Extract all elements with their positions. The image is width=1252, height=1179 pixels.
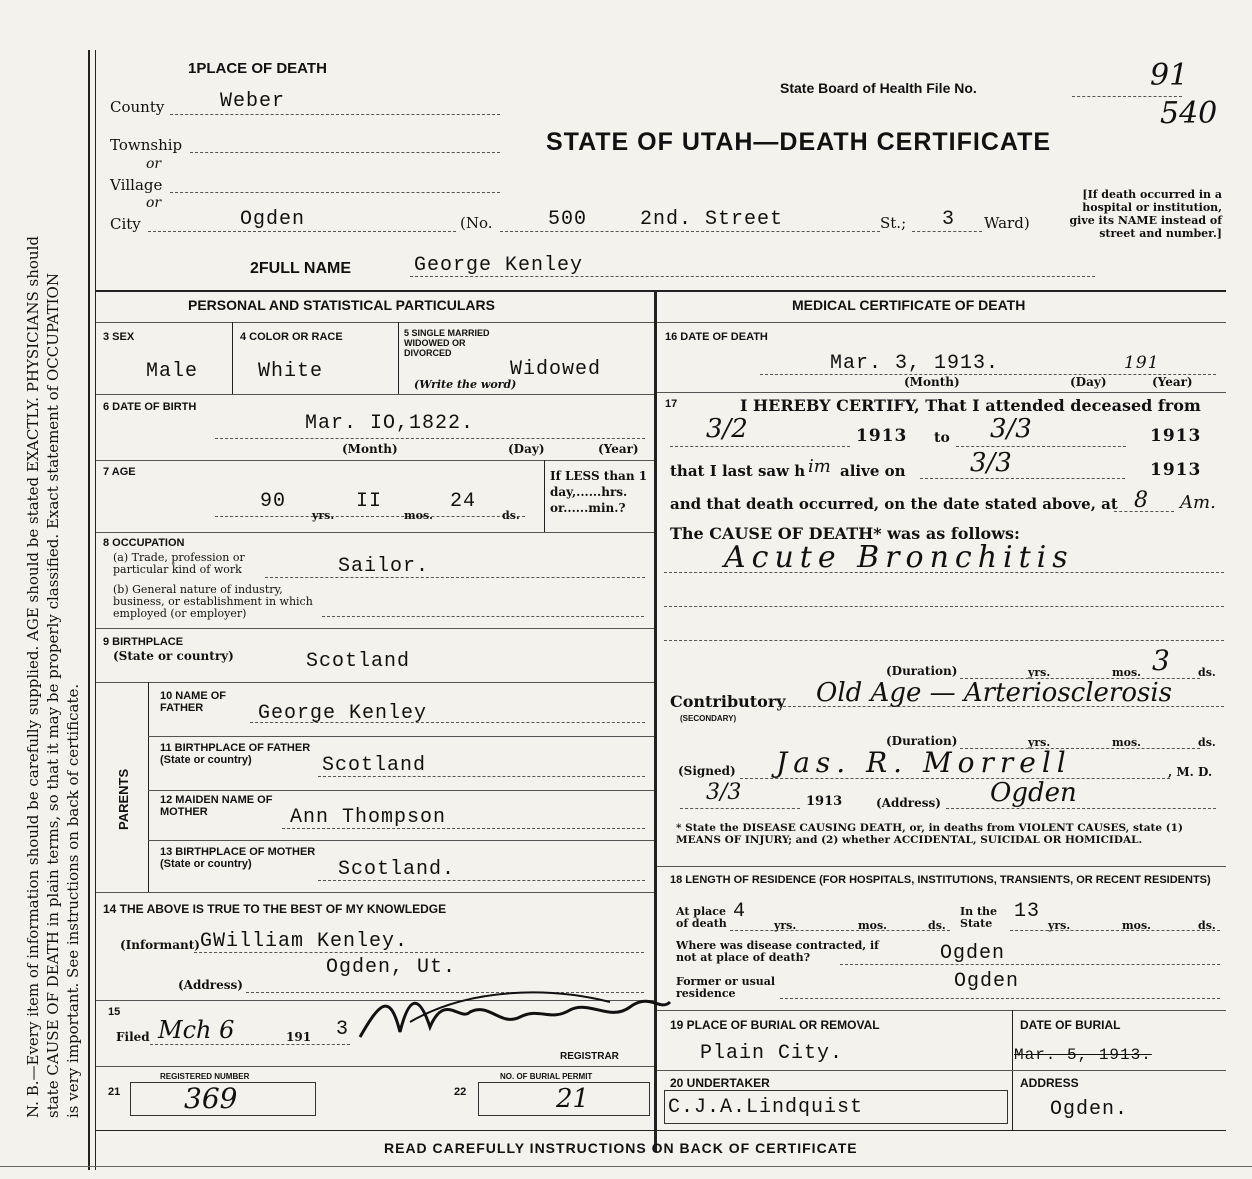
duration-ds-1: ds. <box>1198 666 1216 679</box>
duration-mos-2: mos. <box>1112 736 1141 749</box>
time-value: 8 <box>1134 488 1148 513</box>
sex-label: 3 SEX <box>103 331 135 343</box>
at-place-ds: ds. <box>928 919 946 932</box>
informant-value: GWilliam Kenley. <box>200 930 409 953</box>
st-label: St.; <box>880 214 907 232</box>
city-label: City <box>110 215 141 233</box>
alive-line <box>920 478 1125 479</box>
duration-label-2: (Duration) <box>886 734 958 748</box>
signed-year: 1913 <box>806 794 843 809</box>
former-value: Ogden <box>954 970 1020 993</box>
full-name-value: George Kenley <box>414 254 584 277</box>
contracted-label: Where was disease contracted, if not at place of death? <box>676 939 879 964</box>
row-3-bottom <box>96 394 654 395</box>
dod-value: Mar. 3, 1913. <box>830 352 1000 375</box>
informant-address-label: (Address) <box>178 978 243 992</box>
year-1: 1913 <box>856 426 908 446</box>
cause-line-3 <box>664 640 1224 641</box>
informant-label: (Informant) <box>120 938 200 952</box>
filed-line <box>150 1044 350 1045</box>
cause-label: The CAUSE OF DEATH* was as follows: <box>670 524 1020 543</box>
undertaker-value: C.J.A.Lindquist <box>668 1096 864 1119</box>
him-value: im <box>808 456 831 477</box>
or-2: or <box>146 195 162 211</box>
certify-text: I HEREBY CERTIFY, That I attended deceased from <box>740 396 1201 415</box>
secondary-label: (SECONDARY) <box>680 714 737 723</box>
last-saw-text: that I last saw h <box>670 462 806 480</box>
occupation-b: (b) General nature of industry, business, or establishment in which employed (or employer) <box>113 583 313 620</box>
duration-mos-1: mos. <box>1112 666 1141 679</box>
informant-address-value: Ogden, Ut. <box>326 956 457 979</box>
left-margin-line <box>88 50 90 1170</box>
in-state-line <box>1010 930 1220 931</box>
file-no-label: State Board of Health File No. <box>780 80 977 96</box>
at-place-units: yrs. <box>774 919 797 932</box>
occupation-value: Sailor. <box>338 555 430 578</box>
reg-num-21: 21 <box>108 1086 121 1098</box>
color-value: White <box>258 360 324 383</box>
color-label: 4 COLOR OR RACE <box>240 331 343 343</box>
place-of-death-label: 1PLACE OF DEATH <box>188 60 327 77</box>
birthplace-label: 9 BIRTHPLACE <box>103 636 184 648</box>
burial-date-value: Mar. 5, 1913. <box>1014 1046 1152 1064</box>
in-state-mos: mos. <box>1122 919 1151 932</box>
dod-year-prefix: 191 <box>1124 353 1160 373</box>
cause-line-2 <box>664 606 1224 607</box>
at-place-line <box>730 930 950 931</box>
age-label: 7 AGE <box>103 466 136 478</box>
num-17: 17 <box>665 398 678 410</box>
duration-yrs-1: yrs. <box>1028 666 1051 679</box>
dob-value: Mar. IO,1822. <box>305 412 475 435</box>
mother-label: 12 MAIDEN NAME OF MOTHER <box>160 794 273 818</box>
row-11-bottom <box>148 790 654 791</box>
age-divider <box>544 460 545 532</box>
signed-date: 3/3 <box>706 780 742 805</box>
filed-year-suffix: 3 <box>336 1018 350 1041</box>
marital-label: 5 SINGLE MARRIED WIDOWED OR DIVORCED <box>404 328 490 358</box>
md-label: , M. D. <box>1168 765 1213 779</box>
undertaker-address-value: Ogden. <box>1050 1098 1129 1121</box>
residence-label: 18 LENGTH OF RESIDENCE (FOR HOSPITALS, INSTITUTIONS, TRANSIENTS, OR RECENT RESIDENTS) <box>670 874 1211 886</box>
file-no-value2: 540 <box>1160 96 1218 131</box>
father-birthplace-value: Scotland <box>322 754 427 777</box>
at-place-value: 4 <box>733 900 747 923</box>
age-years: 90 <box>260 490 287 513</box>
to-label: to <box>934 430 950 446</box>
age-days: 24 <box>450 490 477 513</box>
township-line <box>190 152 500 153</box>
full-name-label: 2FULL NAME <box>250 260 352 277</box>
sig-address-value: Ogden <box>990 778 1077 808</box>
sex-divider <box>232 322 233 394</box>
row-19-bottom <box>657 1070 1226 1071</box>
row-17-bottom <box>657 866 1226 867</box>
mother-birthplace-value: Scotland. <box>338 858 456 881</box>
undertaker-label: 20 UNDERTAKER <box>670 1076 770 1090</box>
instructions-footer: READ CAREFULLY INSTRUCTIONS ON BACK OF CERTIFICATE <box>384 1140 858 1156</box>
filed-num: 15 <box>108 1006 121 1018</box>
row-6-bottom <box>96 460 654 461</box>
occupation-a: (a) Trade, profession or particular kind of work <box>113 551 245 576</box>
reg-number-label: REGISTERED NUMBER <box>160 1072 250 1081</box>
dod-month: (Month) <box>904 375 960 389</box>
year-3: 1913 <box>1150 460 1202 480</box>
duration-mos-value: 3 <box>1152 644 1170 677</box>
contributory-label: Contributory <box>670 692 786 711</box>
street-name-value: 2nd. Street <box>640 208 784 231</box>
dob-year: (Year) <box>598 442 639 456</box>
signed-label: (Signed) <box>678 764 736 778</box>
registrar-signature <box>350 982 680 1052</box>
side-note-line3: is very important. See instructions on back of certificate. <box>64 683 82 1118</box>
row-8-bottom <box>96 628 654 629</box>
row-7-bottom <box>96 532 654 533</box>
alive-on-text: alive on <box>840 462 906 480</box>
certificate-title: STATE OF UTAH—DEATH CERTIFICATE <box>546 128 1052 156</box>
county-line <box>170 114 500 115</box>
left-margin-line-2 <box>95 50 96 1170</box>
contributory-value: Old Age — Arteriosclerosis <box>816 678 1173 708</box>
parents-divider <box>148 682 149 892</box>
marital-write: (Write the word) <box>414 378 517 391</box>
row-9-bottom <box>96 682 654 683</box>
county-value: Weber <box>220 90 286 113</box>
footnote: * State the DISEASE CAUSING DEATH, or, in deaths from VIOLENT CAUSES, state (1) MEANS OF INJURY; and (2) whether ACCIDENTAL, SUICIDAL OR HOMICIDAL. <box>676 822 1183 846</box>
mother-birthplace-label: 13 BIRTHPLACE OF MOTHER (State or country) <box>160 846 316 870</box>
dob-month: (Month) <box>342 442 398 456</box>
age-mos: mos. <box>404 509 433 522</box>
filed-value: Mch 6 <box>158 1016 235 1044</box>
former-line <box>780 998 1220 999</box>
personal-heading-line <box>96 322 654 323</box>
side-note-line1: N. B.—Every item of information should be carefully supplied. AGE should be stated EXACTLY. PHYSICIANS should <box>24 236 42 1118</box>
age-ds: ds. <box>502 509 520 522</box>
duration-label-1: (Duration) <box>886 664 958 678</box>
or-1: or <box>146 156 162 172</box>
from-line <box>670 446 850 447</box>
dob-label: 6 DATE OF BIRTH <box>103 401 197 413</box>
cause-value: Acute Bronchitis <box>724 540 1074 575</box>
time-suffix: Am. <box>1180 492 1216 513</box>
age-yrs: yrs. <box>312 509 335 522</box>
parents-label: PARENTS <box>116 768 131 830</box>
father-value: George Kenley <box>258 702 428 725</box>
informant-heading: 14 THE ABOVE IS TRUE TO THE BEST OF MY KNOWLEDGE <box>103 902 447 916</box>
burial-permit-value: 21 <box>556 1084 590 1114</box>
dod-label: 16 DATE OF DEATH <box>665 331 768 343</box>
reg-number-value: 369 <box>184 1082 238 1115</box>
dob-line <box>215 438 645 439</box>
filed-label: Filed <box>116 1030 150 1044</box>
ward-label: Ward) <box>984 214 1030 232</box>
occupation-label: 8 OCCUPATION <box>103 537 185 549</box>
death-occurred-text: and that death occurred, on the date stated above, at <box>670 495 1118 513</box>
alive-value: 3/3 <box>970 448 1012 478</box>
filed-year-prefix: 191 <box>286 1030 312 1044</box>
mother-value: Ann Thompson <box>290 806 447 829</box>
village-label: Village <box>110 176 163 194</box>
row-18-bottom <box>657 1010 1226 1011</box>
personal-heading: PERSONAL AND STATISTICAL PARTICULARS <box>188 297 495 313</box>
street-line <box>500 231 880 232</box>
city-line <box>148 231 456 232</box>
sig-address-label: (Address) <box>876 796 941 810</box>
undertaker-address-label: ADDRESS <box>1020 1076 1079 1090</box>
former-label: Former or usual residence <box>676 975 776 1000</box>
to-value: 3/3 <box>990 414 1032 444</box>
in-state-label: In the State <box>960 905 998 930</box>
marital-value: Widowed <box>510 358 602 381</box>
dod-day: (Day) <box>1070 375 1107 389</box>
in-state-value: 13 <box>1014 900 1041 923</box>
in-state-yrs: yrs. <box>1048 919 1071 932</box>
row-16-bottom <box>657 392 1226 393</box>
birthplace-value: Scotland <box>306 650 411 673</box>
signed-value: Jas. R. Morrell <box>776 746 1072 779</box>
signed-date-line <box>680 808 800 809</box>
at-place-mos: mos. <box>858 919 887 932</box>
at-place-label: At place of death <box>676 905 727 930</box>
from-value: 3/2 <box>706 414 748 444</box>
hospital-note: [If death occurred in a hospital or institution, give its NAME instead of street and number.] <box>1069 188 1222 240</box>
to-line <box>956 446 1126 447</box>
burial-date-label: DATE OF BURIAL <box>1020 1018 1121 1032</box>
sex-value: Male <box>146 360 199 383</box>
grid-bottom <box>96 1130 1226 1131</box>
file-no-value1: 91 <box>1150 58 1189 93</box>
row-10-bottom <box>148 736 654 737</box>
grid-top <box>96 290 1226 292</box>
dob-day: (Day) <box>508 442 545 456</box>
side-note-line2: state CAUSE OF DEATH in plain terms, so that it may be properly classified. Exact statement of OCCUPATION <box>44 273 62 1118</box>
ward-line <box>912 231 982 232</box>
row-15-bottom <box>96 1066 654 1067</box>
contracted-value: Ogden <box>940 942 1006 965</box>
ward-value: 3 <box>942 208 956 231</box>
page-bottom-line <box>0 1166 1252 1167</box>
burial-label: 19 PLACE OF BURIAL OR REMOVAL <box>670 1018 880 1032</box>
burial-permit-label: NO. OF BURIAL PERMIT <box>500 1072 593 1081</box>
color-divider <box>398 322 399 394</box>
village-line <box>170 192 500 193</box>
city-value: Ogden <box>240 208 306 231</box>
father-birthplace-label: 11 BIRTHPLACE OF FATHER (State or country) <box>160 742 311 766</box>
duration-yrs-2: yrs. <box>1028 736 1051 749</box>
less-than-note: If LESS than 1 day,......hrs. or......min.? <box>550 469 648 515</box>
in-state-ds: ds. <box>1198 919 1216 932</box>
age-line <box>215 516 525 517</box>
contracted-line <box>840 964 1220 965</box>
no-label: (No. <box>460 214 493 232</box>
medical-heading: MEDICAL CERTIFICATE OF DEATH <box>792 297 1026 313</box>
street-number-value: 500 <box>548 208 588 231</box>
year-2: 1913 <box>1150 426 1202 446</box>
registrar-label: REGISTRAR <box>560 1051 619 1062</box>
birthplace-sub: (State or country) <box>113 649 234 663</box>
sig-address-line <box>946 808 1216 809</box>
county-label: County <box>110 98 165 116</box>
occupation-line <box>265 577 645 578</box>
medical-heading-line <box>657 322 1226 323</box>
row-13-bottom <box>96 892 654 893</box>
reg-num-22: 22 <box>454 1086 467 1098</box>
row-12-bottom <box>148 840 654 841</box>
father-label: 10 NAME OF FATHER <box>160 690 227 714</box>
dod-year: (Year) <box>1152 375 1193 389</box>
occupation-b-line <box>322 616 644 617</box>
burial-value: Plain City. <box>700 1042 844 1065</box>
age-months: II <box>356 490 383 513</box>
township-label: Township <box>110 136 183 154</box>
duration-ds-2: ds. <box>1198 736 1216 749</box>
